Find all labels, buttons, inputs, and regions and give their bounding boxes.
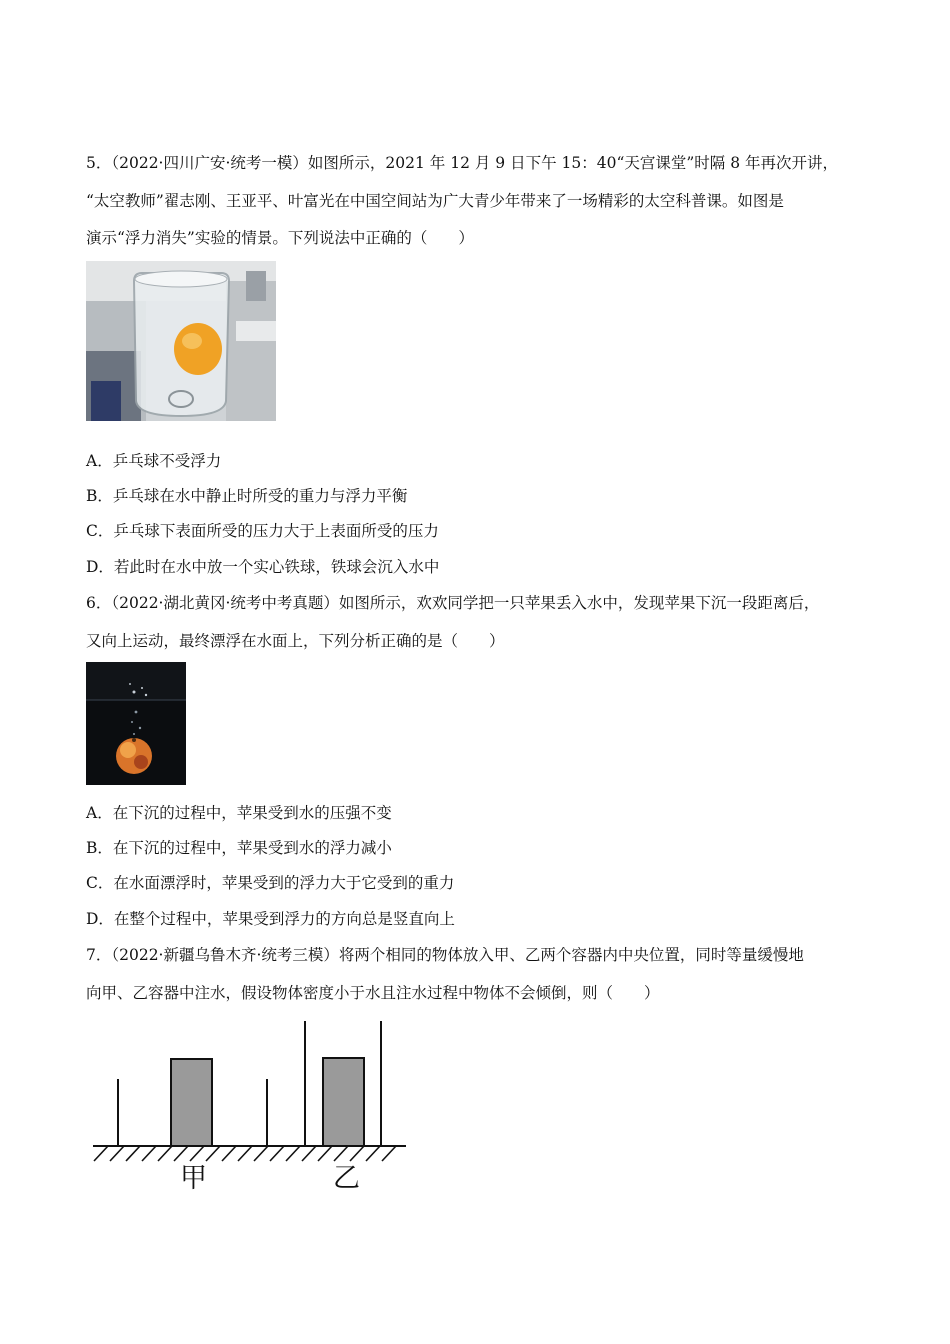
q5-stem-line-1: 5．（2022·四川广安·统考一模）如图所示，2021 年 12 月 9 日下午 15：40“天宫课堂”时隔 8 年再次开讲， <box>86 154 839 172</box>
q5-stem-line-3: 演示“浮力消失”实验的情景。下列说法中正确的（ ） <box>86 229 474 247</box>
q6-option-d: D．在整个过程中，苹果受到浮力的方向总是竖直向上 <box>86 910 455 928</box>
q5-option-c: C．乒乓球下表面所受的压力大于上表面所受的压力 <box>86 522 439 540</box>
q6-option-b: B．在下沉的过程中，苹果受到水的浮力减小 <box>86 839 392 857</box>
containers-diagram <box>88 1015 418 1209</box>
apple-in-water-photo <box>86 662 186 785</box>
q6-stem-line-2: 又向上运动，最终漂浮在水面上，下列分析正确的是（ ） <box>86 632 505 650</box>
q6-option-a: A．在下沉的过程中，苹果受到水的压强不变 <box>86 804 392 822</box>
ground-hatching <box>94 1146 396 1161</box>
q5-stem-line-2: “太空教师”翟志刚、王亚平、叶富光在中国空间站为广大青少年带来了一场精彩的太空科普课。如图是 <box>86 192 784 210</box>
label-jia: 甲 <box>180 1163 207 1194</box>
ping-pong-ball-in-water-photo <box>86 261 276 421</box>
label-yi: 乙 <box>333 1163 360 1194</box>
q5-option-d: D．若此时在水中放一个实心铁球，铁球会沉入水中 <box>86 558 440 576</box>
q7-stem-line-2: 向甲、乙容器中注水，假设物体密度小于水且注水过程中物体不会倾倒，则（ ） <box>86 984 660 1002</box>
q5-option-a: A．乒乓球不受浮力 <box>86 452 222 470</box>
q6-stem-line-1: 6．（2022·湖北黄冈·统考中考真题）如图所示，欢欢同学把一只苹果丢入水中，发现苹果下沉一段距离后， <box>86 594 820 612</box>
object-block-yi <box>323 1058 364 1146</box>
q6-option-c: C．在水面漂浮时，苹果受到的浮力大于它受到的重力 <box>86 874 455 892</box>
q5-option-b: B．乒乓球在水中静止时所受的重力与浮力平衡 <box>86 487 408 505</box>
object-block-jia <box>171 1059 212 1146</box>
q7-stem-line-1: 7．（2022·新疆乌鲁木齐·统考三模）将两个相同的物体放入甲、乙两个容器内中央位置，同时等量缓慢地 <box>86 946 804 964</box>
